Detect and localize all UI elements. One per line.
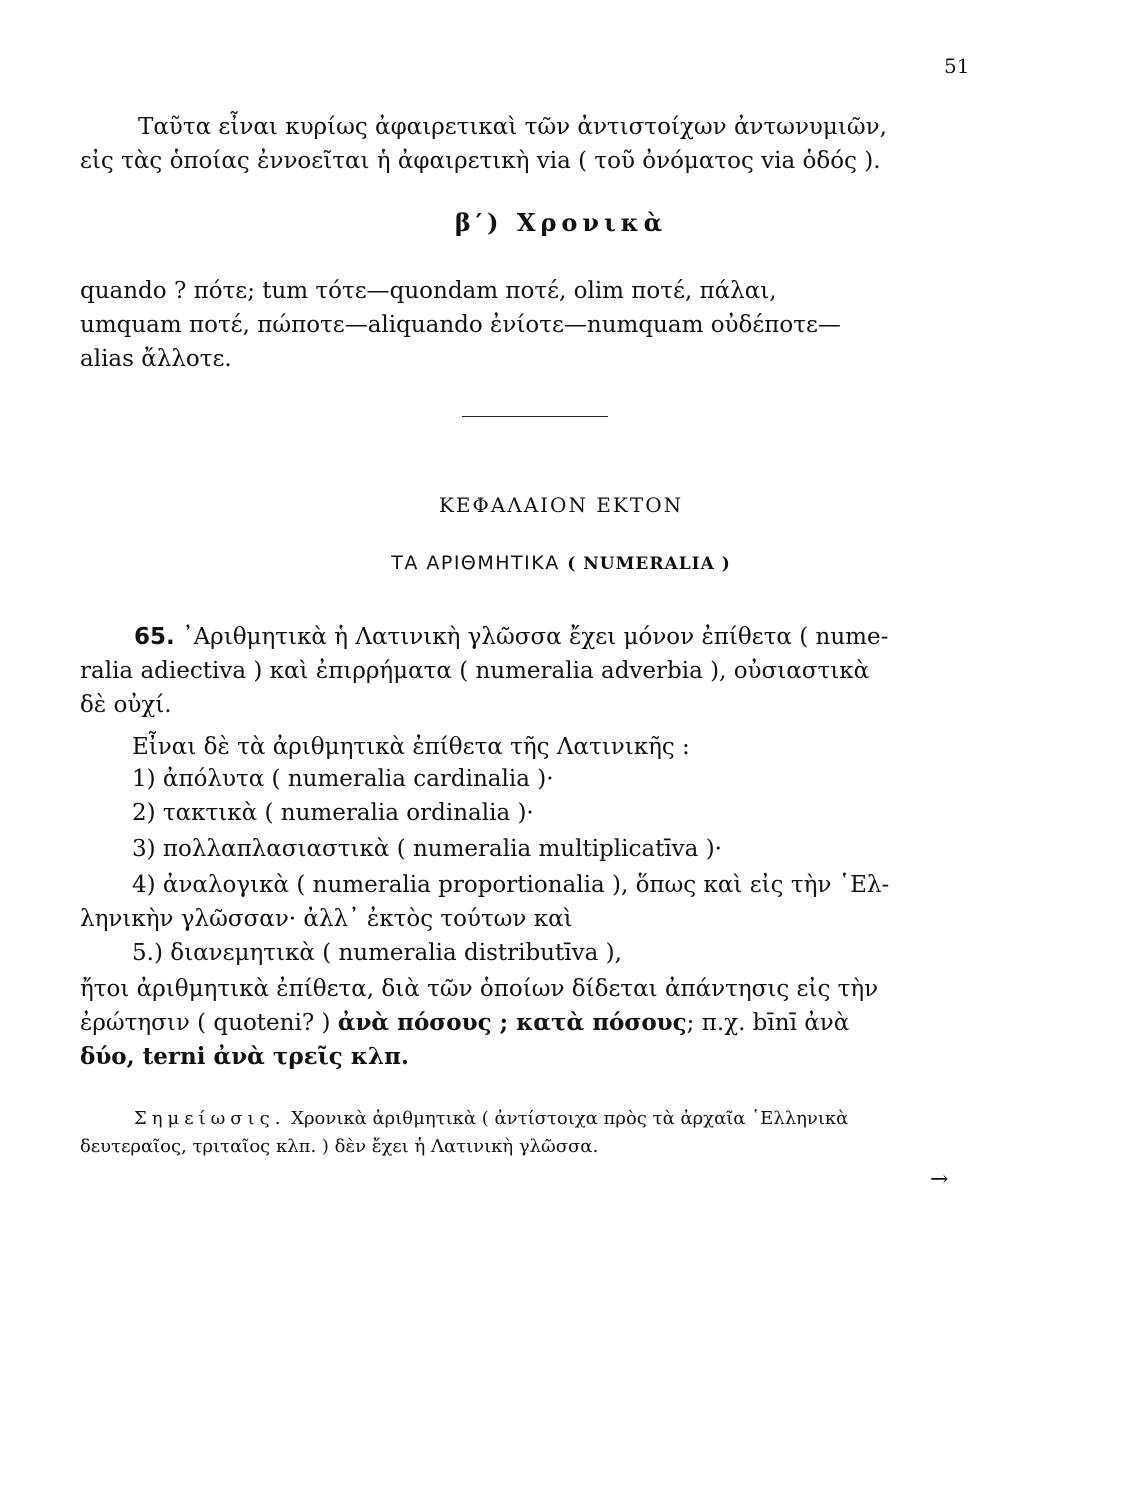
page-number: 51 bbox=[944, 54, 970, 78]
section-divider bbox=[462, 416, 608, 417]
para-65-line-4: Εἶναι δὲ τὰ ἀριθμητικὰ ἐπίθετα τῆς Λατινικῆς : bbox=[132, 734, 690, 760]
list-item-1: 1) ἀπόλυτα ( numeralia cardinalia )· bbox=[132, 766, 554, 792]
note-label: Σημείωσις. bbox=[134, 1108, 286, 1129]
list-item-4: 4) ἀναλογικὰ ( numeralia proportionalia ), ὅπως καὶ εἰς τὴν ῾Ελ- bbox=[132, 872, 890, 898]
chapter-subtitle-latin: ( NUMERALIA ) bbox=[567, 554, 731, 574]
list-item-3: 3) πολλαπλασιαστικὰ ( numeralia multiplicatīva )· bbox=[132, 836, 722, 862]
section-b-line-1: quando ? πότε; tum τότε—quondam ποτέ, olim ποτέ, πάλαι, bbox=[80, 278, 777, 304]
para-65-line-2: ralia adiectiva ) καὶ ἐπιρρήματα ( numeralia adverbia ), οὐσιαστικὰ bbox=[80, 658, 870, 684]
para-65-number: 65. bbox=[134, 624, 175, 650]
list-item-2: 2) τακτικὰ ( numeralia ordinalia )· bbox=[132, 800, 534, 826]
section-b-line-2: umquam ποτέ, πώποτε—aliquando ἐνίοτε—numquam οὐδέποτε— bbox=[80, 312, 841, 338]
para-65-line-3: δὲ οὐχί. bbox=[80, 692, 172, 718]
section-b-line-3: alias ἄλλοτε. bbox=[80, 346, 232, 372]
chapter-subtitle bbox=[0, 548, 1122, 579]
list-item-4-continuation: ληνικὴν γλῶσσαν· ἀλλ᾿ ἐκτὸς τούτων καὶ bbox=[80, 906, 573, 932]
para-65-line-c: δύο, terni ἀνὰ τρεῖς κλπ. bbox=[80, 1043, 409, 1070]
intro-line-2: εἰς τὰς ὁποίας ἐννοεῖται ἡ ἀφαιρετικὴ via ( τοῦ ὀνόματος via ὁδός ). bbox=[80, 148, 881, 174]
list-item-5: 5.) διανεμητικὰ ( numeralia distributīva ), bbox=[132, 940, 622, 966]
example-text: ; π.χ. bīnī ἀνὰ bbox=[686, 1010, 850, 1036]
note-line-1 bbox=[134, 1106, 848, 1132]
para-65-line-1-text: ᾿Αριθμητικὰ ἡ Λατινικὴ γλῶσσα ἔχει μόνον ἐπίθετα ( nume- bbox=[182, 624, 889, 650]
section-b-title: β′) Χρονικὰ bbox=[454, 208, 668, 237]
note-line-2: δευτεραῖος, τριταῖος κλπ. ) δὲν ἔχει ἡ Λατινικὴ γλῶσσα. bbox=[80, 1136, 599, 1157]
note-line-1-text: Χρονικὰ ἀριθμητικὰ ( ἀντίστοιχα πρὸς τὰ ἀρχαῖα ῾Ελληνικὰ bbox=[291, 1108, 849, 1129]
para-65-line-1 bbox=[134, 622, 888, 652]
chapter-subtitle-greek: ΤΑ ΑΡΙΘΜΗΤΙΚΑ bbox=[391, 552, 560, 574]
chapter-heading: ΚΕΦΑΛΑΙΟΝ ΕΚΤΟΝ bbox=[438, 493, 684, 517]
intro-line-1: Ταῦτα εἶναι κυρίως ἀφαιρετικαὶ τῶν ἀντιστοίχων ἀντωνυμιῶν, bbox=[138, 114, 887, 140]
para-65-line-b bbox=[80, 1008, 849, 1038]
continue-arrow-icon: → bbox=[930, 1167, 949, 1192]
question-text: ἐρώτησιν ( quoteni? ) bbox=[80, 1010, 331, 1036]
answer-bold: ἀνὰ πόσους ; κατὰ πόσους bbox=[337, 1009, 687, 1036]
para-65-line-a: ἤτοι ἀριθμητικὰ ἐπίθετα, διὰ τῶν ὁποίων δίδεται ἀπάντησις εἰς τὴν bbox=[80, 976, 879, 1002]
